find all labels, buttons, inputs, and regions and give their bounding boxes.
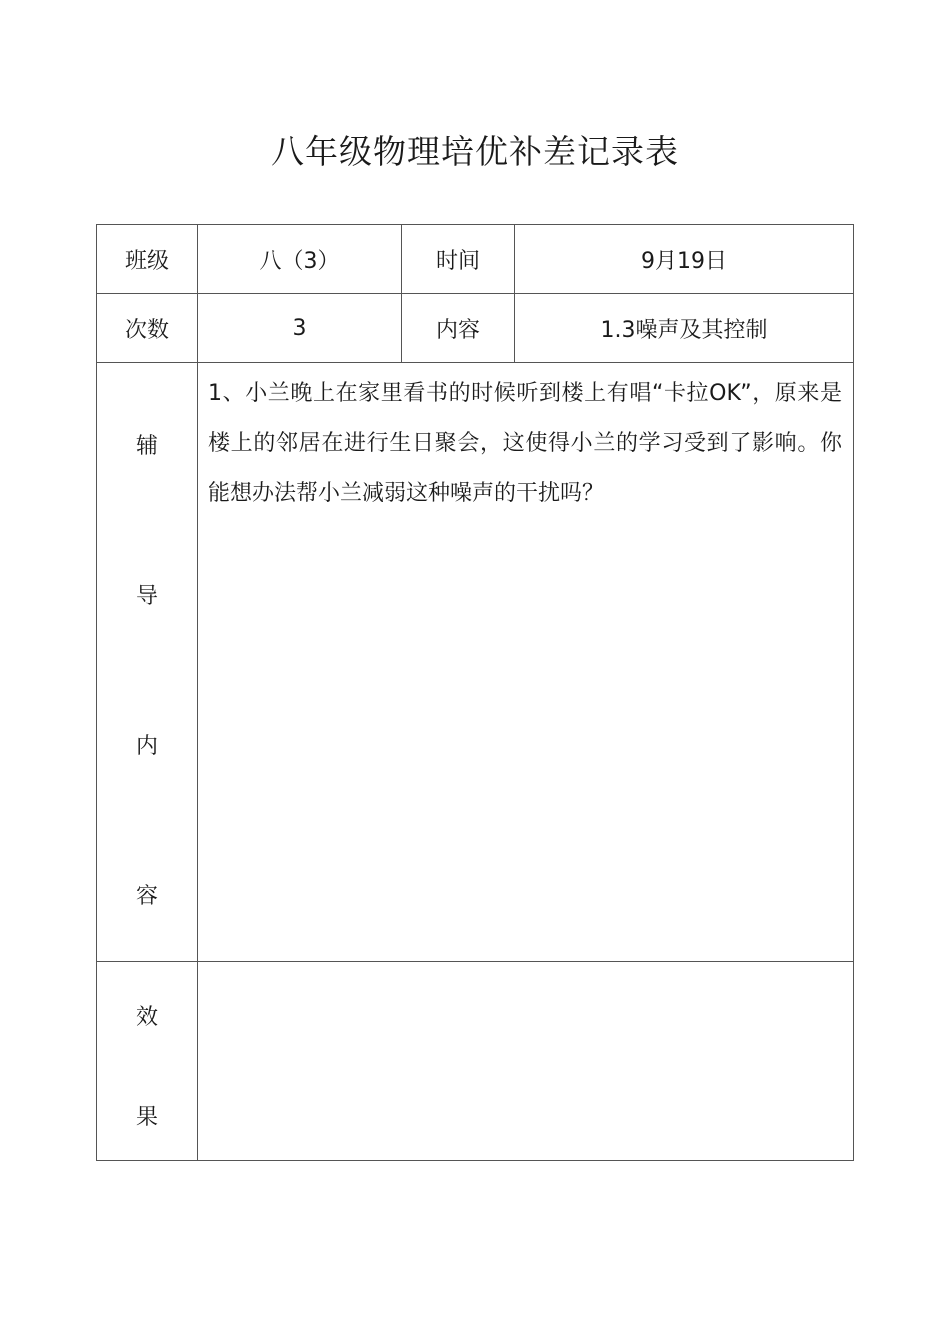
effect-label-char-1: 效: [135, 1005, 158, 1030]
effect-label: [96, 961, 198, 1161]
count-value: 3: [197, 293, 402, 363]
content-value: 1.3噪声及其控制: [514, 293, 854, 363]
guidance-label-char-1: 辅: [135, 434, 158, 459]
time-label: 时间: [401, 224, 515, 294]
time-value: 9月19日: [514, 224, 854, 294]
document-title: 八年级物理培优补差记录表: [271, 132, 679, 171]
guidance-label-char-2: 导: [135, 584, 158, 609]
effect-content: [197, 961, 854, 1161]
guidance-label-char-4: 容: [135, 884, 158, 909]
guidance-question-text: 1、小兰晚上在家里看书的时候听到楼上有唱“卡拉OK”，原来是楼上的邻居在进行生日聚会，这使得小兰的学习受到了影响。你能想办法帮小兰减弱这种噪声的干扰吗？: [208, 381, 842, 506]
class-label: 班级: [96, 224, 198, 294]
count-label: 次数: [96, 293, 198, 363]
effect-label-char-2: 果: [135, 1105, 158, 1130]
record-table: [96, 224, 854, 1161]
guidance-label: [96, 362, 198, 962]
content-label: 内容: [401, 293, 515, 363]
class-value: 八（3）: [197, 224, 402, 294]
guidance-label-char-3: 内: [135, 734, 158, 759]
guidance-content: [197, 362, 854, 962]
